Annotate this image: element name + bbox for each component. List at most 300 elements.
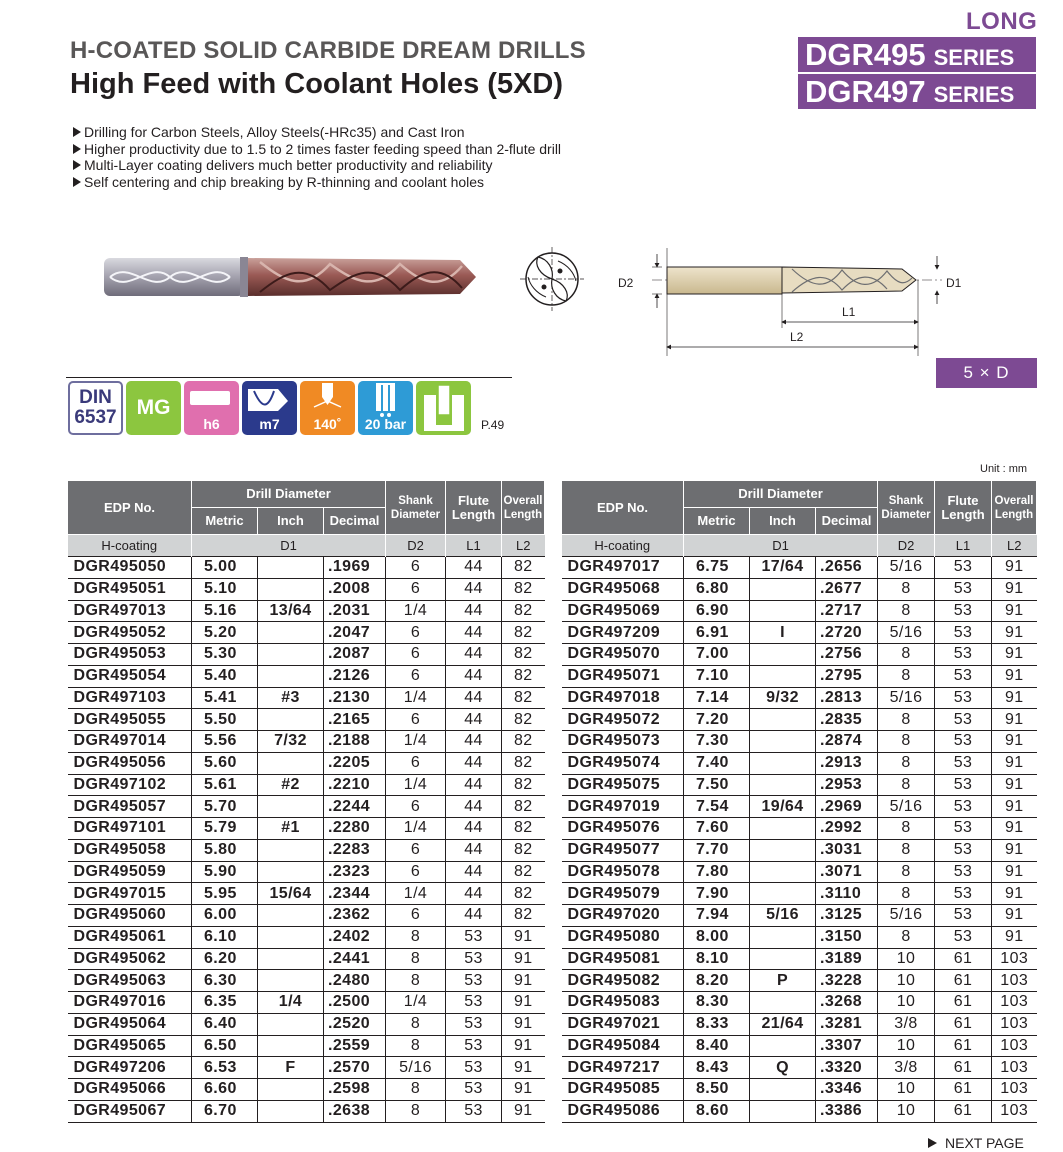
cell-shank-diameter: 10 xyxy=(878,992,935,1014)
cell-shank-diameter: 8 xyxy=(386,970,446,992)
table-row xyxy=(68,644,545,666)
cell-overall-length: 91 xyxy=(502,1013,545,1035)
cell-edp-no: DGR495080 xyxy=(562,926,684,948)
cell-edp-no: DGR497016 xyxy=(68,992,192,1014)
cell-shank-diameter: 6 xyxy=(386,905,446,927)
cell-shank-diameter: 8 xyxy=(878,731,935,753)
cell-shank-diameter: 10 xyxy=(878,1079,935,1101)
cell-inch xyxy=(258,578,324,600)
cell-inch: #1 xyxy=(258,818,324,840)
header-text: Length xyxy=(503,508,543,521)
cell-metric: 5.20 xyxy=(192,622,258,644)
cell-flute-length: 53 xyxy=(935,622,992,644)
col-drill-diameter: Drill Diameter xyxy=(684,481,878,508)
cell-inch: 21/64 xyxy=(750,1013,816,1035)
cell-flute-length: 53 xyxy=(935,600,992,622)
cell-overall-length: 103 xyxy=(992,992,1037,1014)
cell-edp-no: DGR497217 xyxy=(562,1057,684,1079)
col-metric: Metric xyxy=(192,508,258,535)
series-suffix: SERIES xyxy=(933,45,1015,70)
cell-overall-length: 91 xyxy=(502,1035,545,1057)
cell-flute-length: 53 xyxy=(935,774,992,796)
cell-overall-length: 82 xyxy=(502,752,545,774)
cell-flute-length: 53 xyxy=(935,818,992,840)
cell-edp-no: DGR495067 xyxy=(68,1100,192,1122)
cell-shank-diameter: 8 xyxy=(386,926,446,948)
cell-inch xyxy=(750,992,816,1014)
cell-edp-no: DGR497021 xyxy=(562,1013,684,1035)
cell-decimal: .3307 xyxy=(816,1035,878,1057)
table-row xyxy=(562,774,1037,796)
next-page-link[interactable] xyxy=(928,1135,1024,1151)
cell-edp-no: DGR495065 xyxy=(68,1035,192,1057)
cell-inch xyxy=(258,905,324,927)
cell-decimal: .3268 xyxy=(816,992,878,1014)
cell-metric: 5.10 xyxy=(192,578,258,600)
cell-decimal: .2188 xyxy=(324,731,386,753)
cell-shank-diameter: 10 xyxy=(878,948,935,970)
cell-decimal: .3281 xyxy=(816,1013,878,1035)
mg-grade-icon xyxy=(126,381,181,435)
table-row xyxy=(562,796,1037,818)
cell-decimal: .3071 xyxy=(816,861,878,883)
cell-overall-length: 91 xyxy=(992,644,1037,666)
cell-metric: 5.80 xyxy=(192,839,258,861)
cell-decimal: .2047 xyxy=(324,622,386,644)
sub-d2: D2 xyxy=(878,535,935,557)
cell-inch xyxy=(750,644,816,666)
cell-decimal: .2953 xyxy=(816,774,878,796)
cell-flute-length: 53 xyxy=(935,665,992,687)
table-row xyxy=(562,1057,1037,1079)
cell-decimal: .2402 xyxy=(324,926,386,948)
mg-label: MG xyxy=(136,396,171,419)
cell-inch xyxy=(258,1100,324,1122)
col-metric: Metric xyxy=(684,508,750,535)
cell-edp-no: DGR495051 xyxy=(68,578,192,600)
cell-edp-no: DGR497103 xyxy=(68,687,192,709)
table-row xyxy=(562,1013,1037,1035)
table-row xyxy=(562,622,1037,644)
cell-edp-no: DGR495075 xyxy=(562,774,684,796)
h6-label: h6 xyxy=(203,416,220,432)
cell-inch xyxy=(258,948,324,970)
cell-metric: 6.50 xyxy=(192,1035,258,1057)
cell-overall-length: 103 xyxy=(992,1079,1037,1101)
cell-decimal: .2720 xyxy=(816,622,878,644)
cell-shank-diameter: 1/4 xyxy=(386,818,446,840)
cell-overall-length: 91 xyxy=(502,1100,545,1122)
header-text: Shank xyxy=(888,494,924,507)
table-row xyxy=(562,992,1037,1014)
cell-flute-length: 44 xyxy=(446,861,502,883)
col-overall-length xyxy=(502,481,545,535)
cell-inch xyxy=(258,926,324,948)
table-row xyxy=(68,926,545,948)
cell-edp-no: DGR495059 xyxy=(68,861,192,883)
cell-decimal: .2362 xyxy=(324,905,386,927)
cell-metric: 5.30 xyxy=(192,644,258,666)
col-edp: EDP No. xyxy=(562,481,684,535)
cell-flute-length: 44 xyxy=(446,774,502,796)
cell-edp-no: DGR495068 xyxy=(562,578,684,600)
cell-inch xyxy=(750,948,816,970)
drill-end-view xyxy=(520,247,584,311)
cell-edp-no: DGR497015 xyxy=(68,883,192,905)
cell-inch: Q xyxy=(750,1057,816,1079)
cell-flute-length: 53 xyxy=(446,970,502,992)
cell-decimal: .2344 xyxy=(324,883,386,905)
cell-inch: 7/32 xyxy=(258,731,324,753)
cell-shank-diameter: 8 xyxy=(878,774,935,796)
long-tag: LONG xyxy=(966,8,1038,35)
cell-edp-no: DGR495070 xyxy=(562,644,684,666)
cell-overall-length: 103 xyxy=(992,1035,1037,1057)
series-badge-dgr497 xyxy=(798,74,1036,109)
table-row xyxy=(562,926,1037,948)
cell-inch xyxy=(258,752,324,774)
table-row xyxy=(562,839,1037,861)
cell-flute-length: 44 xyxy=(446,665,502,687)
table-row xyxy=(68,1013,545,1035)
cell-overall-length: 91 xyxy=(992,709,1037,731)
sub-d1: D1 xyxy=(192,535,386,557)
cell-edp-no: DGR497013 xyxy=(68,600,192,622)
cell-decimal: .2280 xyxy=(324,818,386,840)
cell-inch xyxy=(750,752,816,774)
cell-overall-length: 103 xyxy=(992,970,1037,992)
cell-shank-diameter: 8 xyxy=(386,1013,446,1035)
cell-overall-length: 91 xyxy=(992,687,1037,709)
header-text: Flute xyxy=(947,492,979,508)
cell-edp-no: DGR495081 xyxy=(562,948,684,970)
cell-overall-length: 91 xyxy=(502,1079,545,1101)
cell-metric: 5.70 xyxy=(192,796,258,818)
cell-overall-length: 91 xyxy=(502,1057,545,1079)
cell-shank-diameter: 8 xyxy=(386,1100,446,1122)
table-row xyxy=(562,665,1037,687)
feature-item: Drilling for Carbon Steels, Alloy Steels(-HRc35) and Cast Iron xyxy=(72,124,561,141)
cell-flute-length: 61 xyxy=(935,1013,992,1035)
cell-metric: 6.35 xyxy=(192,992,258,1014)
table-row xyxy=(68,557,545,579)
cell-shank-diameter: 6 xyxy=(386,644,446,666)
cell-overall-length: 82 xyxy=(502,709,545,731)
cell-edp-no: DGR495053 xyxy=(68,644,192,666)
cell-inch: I xyxy=(750,622,816,644)
cell-overall-length: 91 xyxy=(992,796,1037,818)
sub-l2: L2 xyxy=(992,535,1037,557)
product-title: High Feed with Coolant Holes (5XD) xyxy=(70,68,564,100)
cell-flute-length: 53 xyxy=(935,883,992,905)
cell-decimal: .2520 xyxy=(324,1013,386,1035)
cell-flute-length: 44 xyxy=(446,905,502,927)
table-row xyxy=(562,818,1037,840)
table-row xyxy=(562,687,1037,709)
din-6537-icon xyxy=(68,381,123,435)
cell-metric: 5.61 xyxy=(192,774,258,796)
cell-decimal: .2992 xyxy=(816,818,878,840)
unit-label: Unit : mm xyxy=(980,463,1028,475)
cell-flute-length: 61 xyxy=(935,1057,992,1079)
cell-inch xyxy=(750,600,816,622)
cell-decimal: .2480 xyxy=(324,970,386,992)
cell-inch xyxy=(258,665,324,687)
cell-shank-diameter: 8 xyxy=(386,948,446,970)
cell-edp-no: DGR495064 xyxy=(68,1013,192,1035)
cell-shank-diameter: 8 xyxy=(878,818,935,840)
header-text: Shank xyxy=(398,494,433,507)
cell-decimal: .3320 xyxy=(816,1057,878,1079)
col-shank-diameter xyxy=(386,481,446,535)
cell-overall-length: 91 xyxy=(992,665,1037,687)
col-overall-length xyxy=(992,481,1037,535)
cell-inch xyxy=(750,665,816,687)
cell-overall-length: 82 xyxy=(502,839,545,861)
cell-metric: 6.40 xyxy=(192,1013,258,1035)
cell-shank-diameter: 8 xyxy=(878,861,935,883)
cell-shank-diameter: 6 xyxy=(386,622,446,644)
cell-shank-diameter: 8 xyxy=(878,644,935,666)
cell-shank-diameter: 1/4 xyxy=(386,883,446,905)
cell-edp-no: DGR495084 xyxy=(562,1035,684,1057)
cell-shank-diameter: 5/16 xyxy=(878,557,935,579)
cell-decimal: .2031 xyxy=(324,600,386,622)
table-row xyxy=(68,905,545,927)
cell-inch: 15/64 xyxy=(258,883,324,905)
cell-shank-diameter: 6 xyxy=(386,578,446,600)
table-row xyxy=(562,578,1037,600)
cell-shank-diameter: 10 xyxy=(878,970,935,992)
cell-shank-diameter: 8 xyxy=(878,600,935,622)
cell-decimal: .2441 xyxy=(324,948,386,970)
header-text: Overall xyxy=(503,494,543,507)
cell-decimal: .2283 xyxy=(324,839,386,861)
cell-decimal: .2638 xyxy=(324,1100,386,1122)
cell-decimal: .2570 xyxy=(324,1057,386,1079)
cell-metric: 8.30 xyxy=(684,992,750,1014)
cell-overall-length: 103 xyxy=(992,948,1037,970)
cell-decimal: .3110 xyxy=(816,883,878,905)
cell-decimal: .1969 xyxy=(324,557,386,579)
cell-metric: 7.20 xyxy=(684,709,750,731)
col-decimal: Decimal xyxy=(816,508,878,535)
table-row xyxy=(562,861,1037,883)
cell-metric: 8.40 xyxy=(684,1035,750,1057)
cell-overall-length: 91 xyxy=(992,905,1037,927)
cell-metric: 8.10 xyxy=(684,948,750,970)
cell-metric: 7.80 xyxy=(684,861,750,883)
cell-inch xyxy=(258,644,324,666)
cell-overall-length: 91 xyxy=(992,622,1037,644)
cell-edp-no: DGR497017 xyxy=(562,557,684,579)
cell-inch: P xyxy=(750,970,816,992)
cell-shank-diameter: 5/16 xyxy=(386,1057,446,1079)
cell-metric: 6.70 xyxy=(192,1100,258,1122)
table-row xyxy=(68,687,545,709)
cell-inch xyxy=(258,839,324,861)
col-inch: Inch xyxy=(258,508,324,535)
cell-shank-diameter: 8 xyxy=(878,752,935,774)
cell-metric: 6.91 xyxy=(684,622,750,644)
feature-item: Multi-Layer coating delivers much better productivity and reliability xyxy=(72,157,561,174)
dimension-drawing xyxy=(612,238,972,358)
cell-edp-no: DGR495054 xyxy=(68,665,192,687)
cell-shank-diameter: 8 xyxy=(878,839,935,861)
cell-shank-diameter: 5/16 xyxy=(878,905,935,927)
cell-metric: 6.80 xyxy=(684,578,750,600)
cell-inch: #2 xyxy=(258,774,324,796)
cell-metric: 8.33 xyxy=(684,1013,750,1035)
cell-edp-no: DGR495082 xyxy=(562,970,684,992)
m7-label: m7 xyxy=(259,416,280,432)
cell-metric: 5.40 xyxy=(192,665,258,687)
cell-metric: 5.95 xyxy=(192,883,258,905)
cell-inch xyxy=(258,622,324,644)
cell-flute-length: 53 xyxy=(935,905,992,927)
cell-edp-no: DGR495078 xyxy=(562,861,684,883)
cell-inch xyxy=(258,557,324,579)
table-row xyxy=(68,861,545,883)
cell-overall-length: 82 xyxy=(502,818,545,840)
label-l1: L1 xyxy=(842,305,856,319)
cell-edp-no: DGR495052 xyxy=(68,622,192,644)
cell-overall-length: 91 xyxy=(992,926,1037,948)
table-row xyxy=(562,948,1037,970)
cell-metric: 6.90 xyxy=(684,600,750,622)
cell-decimal: .3346 xyxy=(816,1079,878,1101)
cell-edp-no: DGR495076 xyxy=(562,818,684,840)
cell-flute-length: 53 xyxy=(935,861,992,883)
cell-shank-diameter: 10 xyxy=(878,1035,935,1057)
cell-metric: 6.53 xyxy=(192,1057,258,1079)
cell-edp-no: DGR495050 xyxy=(68,557,192,579)
cell-overall-length: 82 xyxy=(502,905,545,927)
cell-metric: 5.60 xyxy=(192,752,258,774)
length-ratio-badge: 5 × D xyxy=(936,358,1037,388)
cell-inch xyxy=(750,1079,816,1101)
cell-inch: #3 xyxy=(258,687,324,709)
cell-decimal: .3031 xyxy=(816,839,878,861)
cell-inch: F xyxy=(258,1057,324,1079)
cell-flute-length: 44 xyxy=(446,883,502,905)
cell-metric: 6.60 xyxy=(192,1079,258,1101)
cell-edp-no: DGR495073 xyxy=(562,731,684,753)
cell-flute-length: 53 xyxy=(935,644,992,666)
cell-shank-diameter: 10 xyxy=(878,1100,935,1122)
left-table-body xyxy=(68,557,545,1123)
right-table-body xyxy=(562,557,1037,1123)
table-row xyxy=(68,818,545,840)
cell-inch xyxy=(258,970,324,992)
cell-shank-diameter: 6 xyxy=(386,665,446,687)
cell-flute-length: 53 xyxy=(446,1100,502,1122)
cell-decimal: .2656 xyxy=(816,557,878,579)
sub-l1: L1 xyxy=(446,535,502,557)
cell-metric: 5.56 xyxy=(192,731,258,753)
cell-inch xyxy=(750,861,816,883)
cell-overall-length: 91 xyxy=(992,600,1037,622)
table-row xyxy=(562,557,1037,579)
cell-inch xyxy=(750,1100,816,1122)
table-row xyxy=(68,796,545,818)
icon-divider xyxy=(66,377,512,378)
table-row xyxy=(562,970,1037,992)
cell-decimal: .2130 xyxy=(324,687,386,709)
col-inch: Inch xyxy=(750,508,816,535)
table-row xyxy=(68,883,545,905)
cell-decimal: .2210 xyxy=(324,774,386,796)
cell-overall-length: 91 xyxy=(992,883,1037,905)
cell-metric: 8.50 xyxy=(684,1079,750,1101)
cell-flute-length: 53 xyxy=(935,796,992,818)
page-reference: P.49 xyxy=(481,418,505,432)
table-row xyxy=(68,774,545,796)
cell-flute-length: 44 xyxy=(446,578,502,600)
play-arrow-icon xyxy=(928,1138,937,1148)
cell-overall-length: 91 xyxy=(992,861,1037,883)
cell-shank-diameter: 8 xyxy=(878,883,935,905)
cell-decimal: .2913 xyxy=(816,752,878,774)
cell-edp-no: DGR497020 xyxy=(562,905,684,927)
feature-item: Self centering and chip breaking by R-thinning and coolant holes xyxy=(72,174,561,191)
cell-edp-no: DGR497209 xyxy=(562,622,684,644)
cell-shank-diameter: 6 xyxy=(386,557,446,579)
sub-d2: D2 xyxy=(386,535,446,557)
cell-shank-diameter: 1/4 xyxy=(386,687,446,709)
series-badge-dgr495 xyxy=(798,37,1036,72)
cell-flute-length: 44 xyxy=(446,839,502,861)
cell-decimal: .2500 xyxy=(324,992,386,1014)
cell-shank-diameter: 1/4 xyxy=(386,992,446,1014)
cell-shank-diameter: 1/4 xyxy=(386,731,446,753)
cell-edp-no: DGR497206 xyxy=(68,1057,192,1079)
cell-shank-diameter: 8 xyxy=(878,926,935,948)
cell-decimal: .2244 xyxy=(324,796,386,818)
cell-shank-diameter: 6 xyxy=(386,752,446,774)
cell-inch xyxy=(750,839,816,861)
h6-tolerance-icon xyxy=(184,381,239,435)
cell-metric: 7.10 xyxy=(684,665,750,687)
cell-inch xyxy=(750,883,816,905)
cell-edp-no: DGR495066 xyxy=(68,1079,192,1101)
cell-decimal: .2165 xyxy=(324,709,386,731)
cell-decimal: .3150 xyxy=(816,926,878,948)
cell-edp-no: DGR495056 xyxy=(68,752,192,774)
cell-metric: 5.41 xyxy=(192,687,258,709)
table-row xyxy=(68,970,545,992)
coolant-pressure-icon xyxy=(358,381,413,435)
cell-overall-length: 82 xyxy=(502,622,545,644)
cell-shank-diameter: 3/8 xyxy=(878,1057,935,1079)
cell-flute-length: 44 xyxy=(446,709,502,731)
cell-edp-no: DGR495058 xyxy=(68,839,192,861)
cell-metric: 7.54 xyxy=(684,796,750,818)
cell-edp-no: DGR497101 xyxy=(68,818,192,840)
cell-flute-length: 53 xyxy=(446,926,502,948)
table-row xyxy=(68,578,545,600)
label-l2: L2 xyxy=(790,330,804,344)
cell-flute-length: 44 xyxy=(446,731,502,753)
table-row xyxy=(68,1079,545,1101)
cell-shank-diameter: 6 xyxy=(386,796,446,818)
cell-overall-length: 82 xyxy=(502,861,545,883)
table-row xyxy=(68,839,545,861)
label-d1: D1 xyxy=(946,276,962,290)
cell-overall-length: 82 xyxy=(502,665,545,687)
cell-edp-no: DGR495085 xyxy=(562,1079,684,1101)
cell-overall-length: 91 xyxy=(992,557,1037,579)
